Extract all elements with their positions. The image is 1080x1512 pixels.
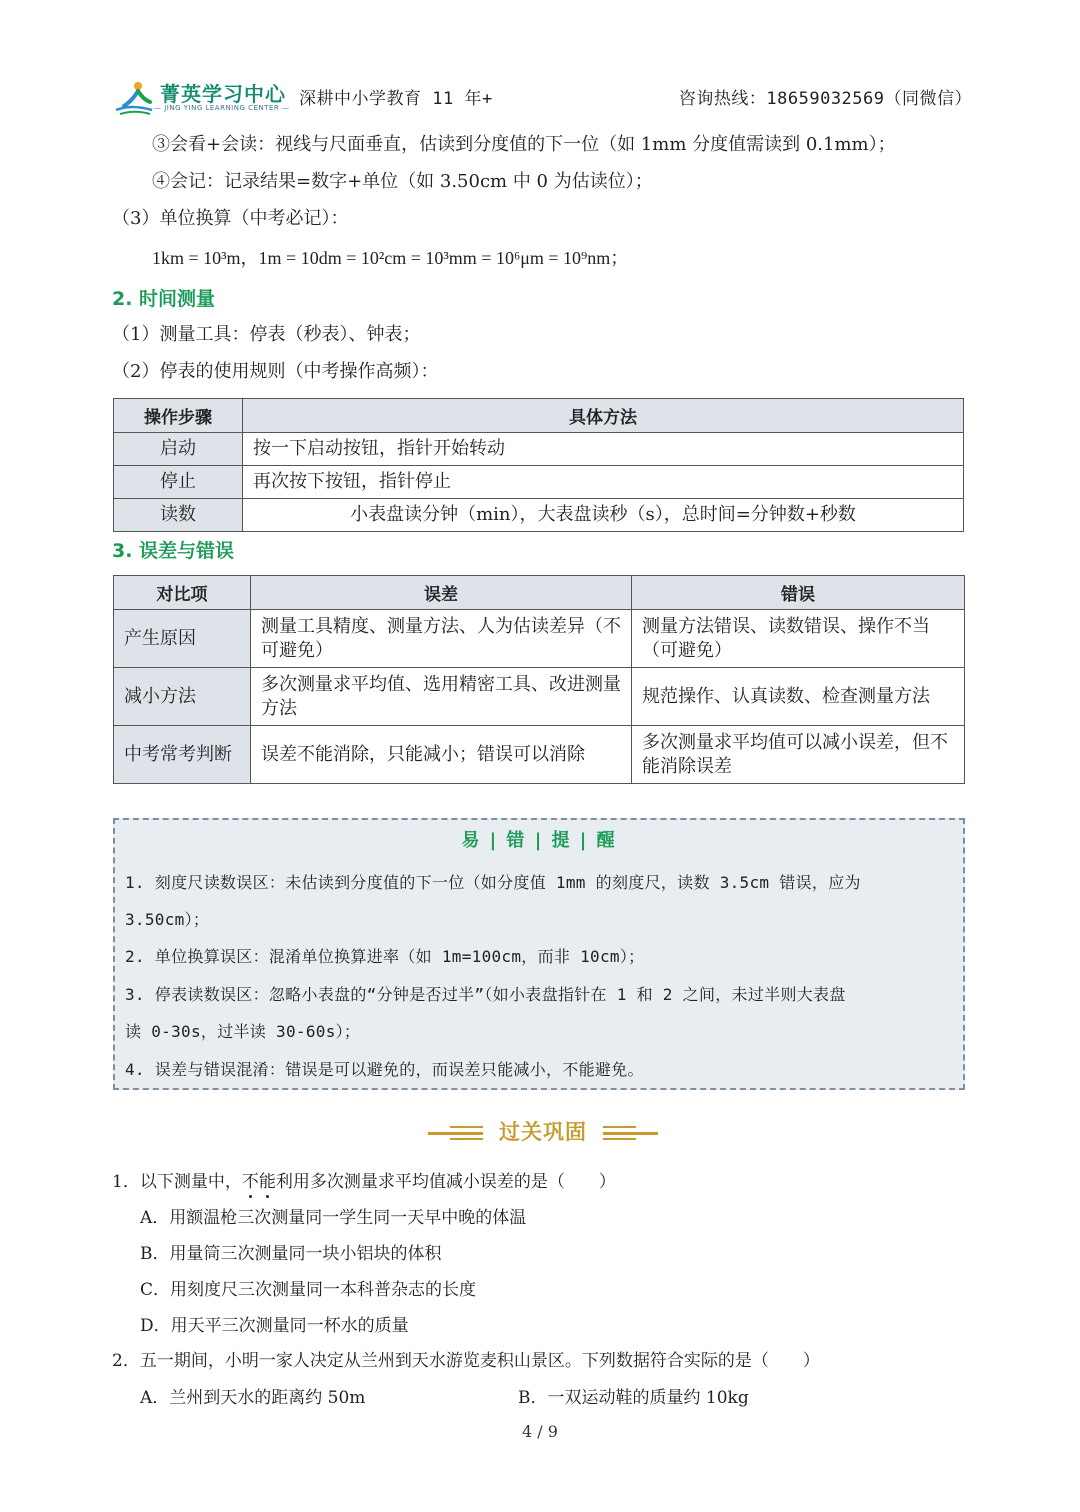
error-comparison-table bbox=[113, 575, 965, 784]
practice-banner bbox=[428, 1112, 658, 1148]
mistake-reminder-box bbox=[113, 818, 965, 1090]
section2-line-1: （1）测量工具：停表（秒表）、钟表； bbox=[112, 324, 421, 345]
banner-title: 过关巩固 bbox=[499, 1120, 587, 1144]
question-1-option-b: B．用量筒三次测量同一块小铝块的体积 bbox=[140, 1244, 442, 1264]
logo-english-name: — JING YING LEARNING CENTER — bbox=[154, 104, 290, 112]
logo-person-icon bbox=[112, 80, 156, 116]
banner-left-bar-thin bbox=[450, 1138, 483, 1140]
table-header-cell: 错误 bbox=[632, 576, 965, 610]
tip-line-2: 3.50cm）； bbox=[125, 910, 210, 929]
unit-conversion-line: 1km = 10³m，1m = 10dm = 10²cm = 10³mm = 10⁶μm = 10⁹nm； bbox=[152, 248, 629, 268]
table-cell-mistake: 多次测量求平均值可以减小误差，但不能消除误差 bbox=[632, 726, 965, 784]
tip-line-3: 2. 单位换算误区：混淆单位换算进率（如 1m=100cm，而非 10cm）； bbox=[125, 947, 645, 966]
table-cell-method: 按一下启动按钮，指针开始转动 bbox=[243, 433, 964, 466]
table-cell-mistake: 规范操作、认真读数、检查测量方法 bbox=[632, 668, 965, 726]
section-heading-error: 3. 误差与错误 bbox=[112, 540, 235, 562]
intro-line-3: （3）单位换算（中考必记）： bbox=[112, 208, 349, 229]
table-cell-error: 多次测量求平均值、选用精密工具、改进测量方法 bbox=[251, 668, 632, 726]
question-1-option-d: D．用天平三次测量同一杯水的质量 bbox=[140, 1316, 409, 1336]
question-2: 2．五一期间，小明一家人决定从兰州到天水游览麦积山景区。下列数据符合实际的是（ ） bbox=[112, 1351, 820, 1371]
table-row bbox=[114, 466, 964, 499]
question-2-option-b: B．一双运动鞋的质量约 10kg bbox=[518, 1388, 749, 1408]
page-number: 4 / 9 bbox=[522, 1422, 558, 1441]
question-1 bbox=[112, 1167, 616, 1192]
question-1-suffix: 利用多次测量求平均值减小误差的是（ ） bbox=[275, 1172, 616, 1192]
intro-line-1: ③会看+会读：视线与尺面垂直，估读到分度值的下一位（如 1mm 分度值需读到 0.1mm）； bbox=[152, 134, 896, 155]
question-1-option-a: A．用额温枪三次测量同一学生同一天早中晚的体温 bbox=[140, 1208, 527, 1228]
question-2-option-a: A．兰州到天水的距离约 50m bbox=[140, 1388, 366, 1408]
table-cell-item: 中考常考判断 bbox=[114, 726, 251, 784]
banner-right-bar bbox=[603, 1132, 658, 1135]
table-header-cell: 操作步骤 bbox=[114, 399, 243, 433]
header-hotline: 咨询热线：18659032569（同微信） bbox=[678, 89, 972, 109]
tip-line-1: 1. 刻度尺读数误区：未估读到分度值的下一位（如分度值 1mm 的刻度尺，读数 3.5cm 错误，应为 bbox=[125, 873, 861, 892]
table-cell-item: 减小方法 bbox=[114, 668, 251, 726]
section-heading-time: 2. 时间测量 bbox=[112, 288, 216, 310]
table-cell-error: 测量工具精度、测量方法、人为估读差异（不可避免） bbox=[251, 610, 632, 668]
header-slogan: 深耕中小学教育 11 年+ bbox=[299, 89, 493, 109]
question-1-prefix: 1．以下测量中， bbox=[112, 1172, 242, 1192]
intro-line-2: ④会记：记录结果=数字+单位（如 3.50cm 中 0 为估读位）； bbox=[152, 171, 653, 192]
banner-left-bar bbox=[428, 1132, 483, 1135]
banner-right-bar-thin bbox=[603, 1126, 636, 1128]
table-cell-step: 启动 bbox=[114, 433, 243, 466]
table-cell-mistake: 测量方法错误、读数错误、操作不当（可避免） bbox=[632, 610, 965, 668]
question-1-option-c: C．用刻度尺三次测量同一本科普杂志的长度 bbox=[140, 1280, 477, 1300]
logo-chinese-name: 菁英学习中心 bbox=[160, 82, 286, 106]
table-header-cell: 具体方法 bbox=[243, 399, 964, 433]
tip-line-5: 读 0-30s，过半读 30-60s）； bbox=[125, 1022, 361, 1041]
table-header-cell: 对比项 bbox=[114, 576, 251, 610]
table-row bbox=[114, 610, 965, 668]
emphasis-char: 能 bbox=[258, 1172, 276, 1192]
emphasis-char: 不 bbox=[241, 1172, 259, 1192]
table-header-cell: 误差 bbox=[251, 576, 632, 610]
page-header bbox=[112, 78, 972, 118]
table-cell-method: 再次按下按钮，指针停止 bbox=[243, 466, 964, 499]
section2-line-2: （2）停表的使用规则（中考操作高频）： bbox=[112, 361, 439, 382]
tip-line-4: 3. 停表读数误区：忽略小表盘的“分钟是否过半”（如小表盘指针在 1 和 2 之间，未过半则大表盘 bbox=[125, 985, 846, 1004]
logo bbox=[112, 78, 290, 118]
tip-line-6: 4. 误差与错误混淆：错误是可以避免的，而误差只能减小，不能避免。 bbox=[125, 1060, 644, 1079]
table-row bbox=[114, 499, 964, 532]
stopwatch-table bbox=[113, 398, 964, 532]
table-cell-item: 产生原因 bbox=[114, 610, 251, 668]
table-cell-step: 停止 bbox=[114, 466, 243, 499]
table-cell-error: 误差不能消除，只能减小；错误可以消除 bbox=[251, 726, 632, 784]
table-header-row bbox=[114, 399, 964, 433]
table-row bbox=[114, 668, 965, 726]
table-cell-step: 读数 bbox=[114, 499, 243, 532]
tip-box-title: 易 | 错 | 提 | 醒 bbox=[461, 830, 617, 851]
banner-right-bar-thin bbox=[603, 1138, 636, 1140]
table-cell-method: 小表盘读分钟（min），大表盘读秒（s），总时间=分钟数+秒数 bbox=[243, 499, 964, 532]
table-row bbox=[114, 726, 965, 784]
banner-left-bar-thin bbox=[450, 1126, 483, 1128]
table-row bbox=[114, 433, 964, 466]
table-header-row bbox=[114, 576, 965, 610]
